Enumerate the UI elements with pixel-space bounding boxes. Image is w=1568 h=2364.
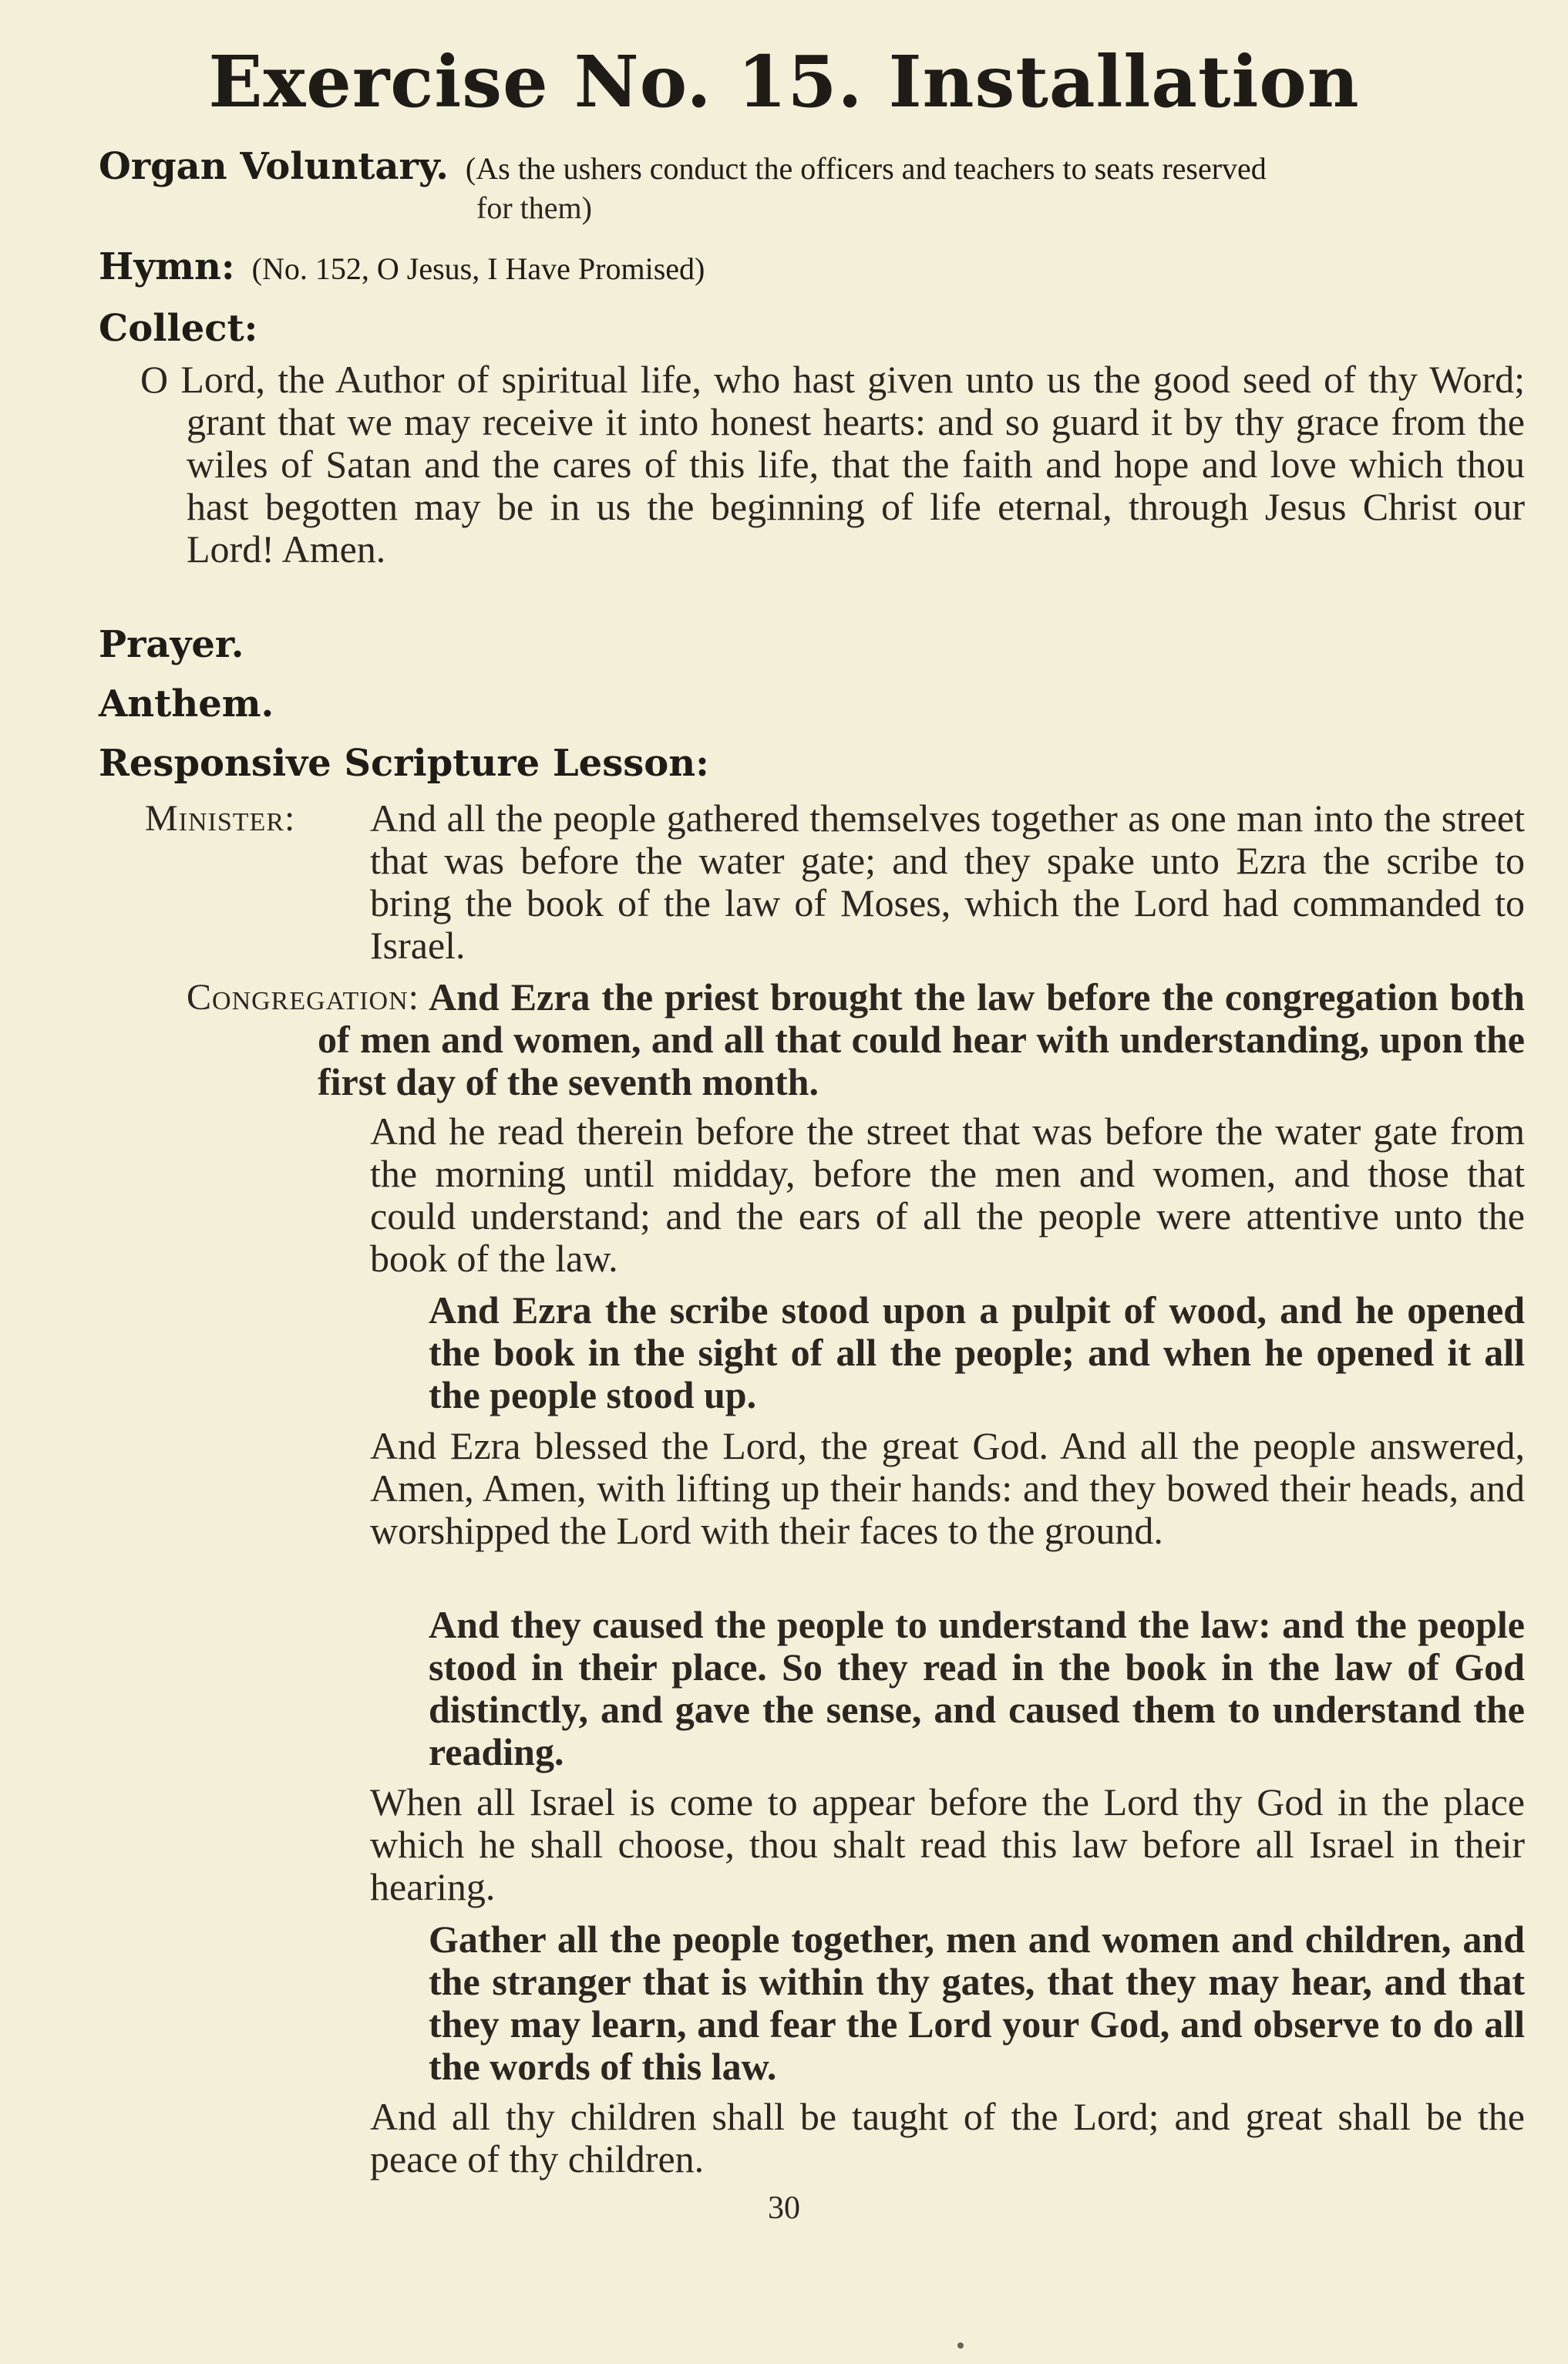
minister-reading-3: And Ezra blessed the Lord, the great God. And all the people answered, Amen, Amen, with lifting up their hands: and they bowed their heads, and worshipped the Lord with their faces to the ground. bbox=[370, 1424, 1525, 1552]
collect-text: O Lord, the Author of spiritual life, who hast given unto us the good seed of thy Word; grant that we may receive it into honest hearts: and so guard it by thy grace from the wiles of Satan and the cares of this life, that the faith and hope and love which thou hast begotten may be in us the beginning of life eternal, through Jesus Christ our Lord! Amen. bbox=[140, 358, 1525, 571]
hymn-section bbox=[99, 245, 705, 288]
anthem-label: Anthem. bbox=[99, 682, 274, 726]
responsive-lesson-label: Responsive Scripture Lesson: bbox=[99, 742, 709, 785]
organ-voluntary-section bbox=[99, 145, 1533, 188]
congregation-reading-2: And Ezra the scribe stood upon a pulpit of wood, and he opened the book in the sight of all the people; and when he opened it all the people stood up. bbox=[429, 1288, 1525, 1416]
minister-reading-2: And he read therein before the street that was before the water gate from the morning until midday, before the men and women, and those that could understand; and the ears of all the people were attentive unto the book of the law. bbox=[370, 1110, 1525, 1280]
prayer-label: Prayer. bbox=[99, 623, 244, 666]
congregation-label: Congregation: bbox=[187, 977, 419, 1018]
hymn-note: (No. 152, O Jesus, I Have Promised) bbox=[251, 251, 705, 286]
congregation-reading-1: And Ezra the priest brought the law before the congregation both of men and women, and all that could hear with understanding, upon the first day of the seventh month. bbox=[318, 975, 1525, 1103]
hymn-label: Hymn: bbox=[99, 245, 235, 288]
collect-label: Collect: bbox=[99, 307, 258, 350]
minister-reading-1: And all the people gathered themselves together as one man into the street that was before the water gate; and they spake unto Ezra the scribe to bring the book of the law of Moses, which the Lord had commanded to Israel. bbox=[370, 796, 1525, 967]
print-speck bbox=[957, 2342, 964, 2349]
minister-reading-4: When all Israel is come to appear before the Lord thy God in the place which he shall choose, thou shalt read this law before all Israel in their hearing. bbox=[370, 1780, 1525, 1908]
page-title: Exercise No. 15. Installation bbox=[208, 40, 1360, 123]
organ-voluntary-note-continued: for them) bbox=[476, 190, 592, 225]
organ-voluntary-label: Organ Voluntary. bbox=[99, 145, 449, 188]
congregation-reading-4: Gather all the people together, men and women and children, and the stranger that is within thy gates, that they may hear, and that they may learn, and fear the Lord your God, and observe to do all the words of this law. bbox=[429, 1918, 1525, 2088]
congregation-reading-3: And they caused the people to understand the law: and the people stood in their place. So they read in the book in the law of God distinctly, and gave the sense, and caused them to understand the reading. bbox=[429, 1603, 1525, 1773]
organ-voluntary-note: (As the ushers conduct the officers and teachers to seats reserved bbox=[465, 151, 1267, 186]
minister-reading-5: And all thy children shall be taught of the Lord; and great shall be the peace of thy children. bbox=[370, 2095, 1525, 2180]
page-number: 30 bbox=[768, 2191, 800, 2226]
minister-label: Minister: bbox=[145, 798, 296, 839]
